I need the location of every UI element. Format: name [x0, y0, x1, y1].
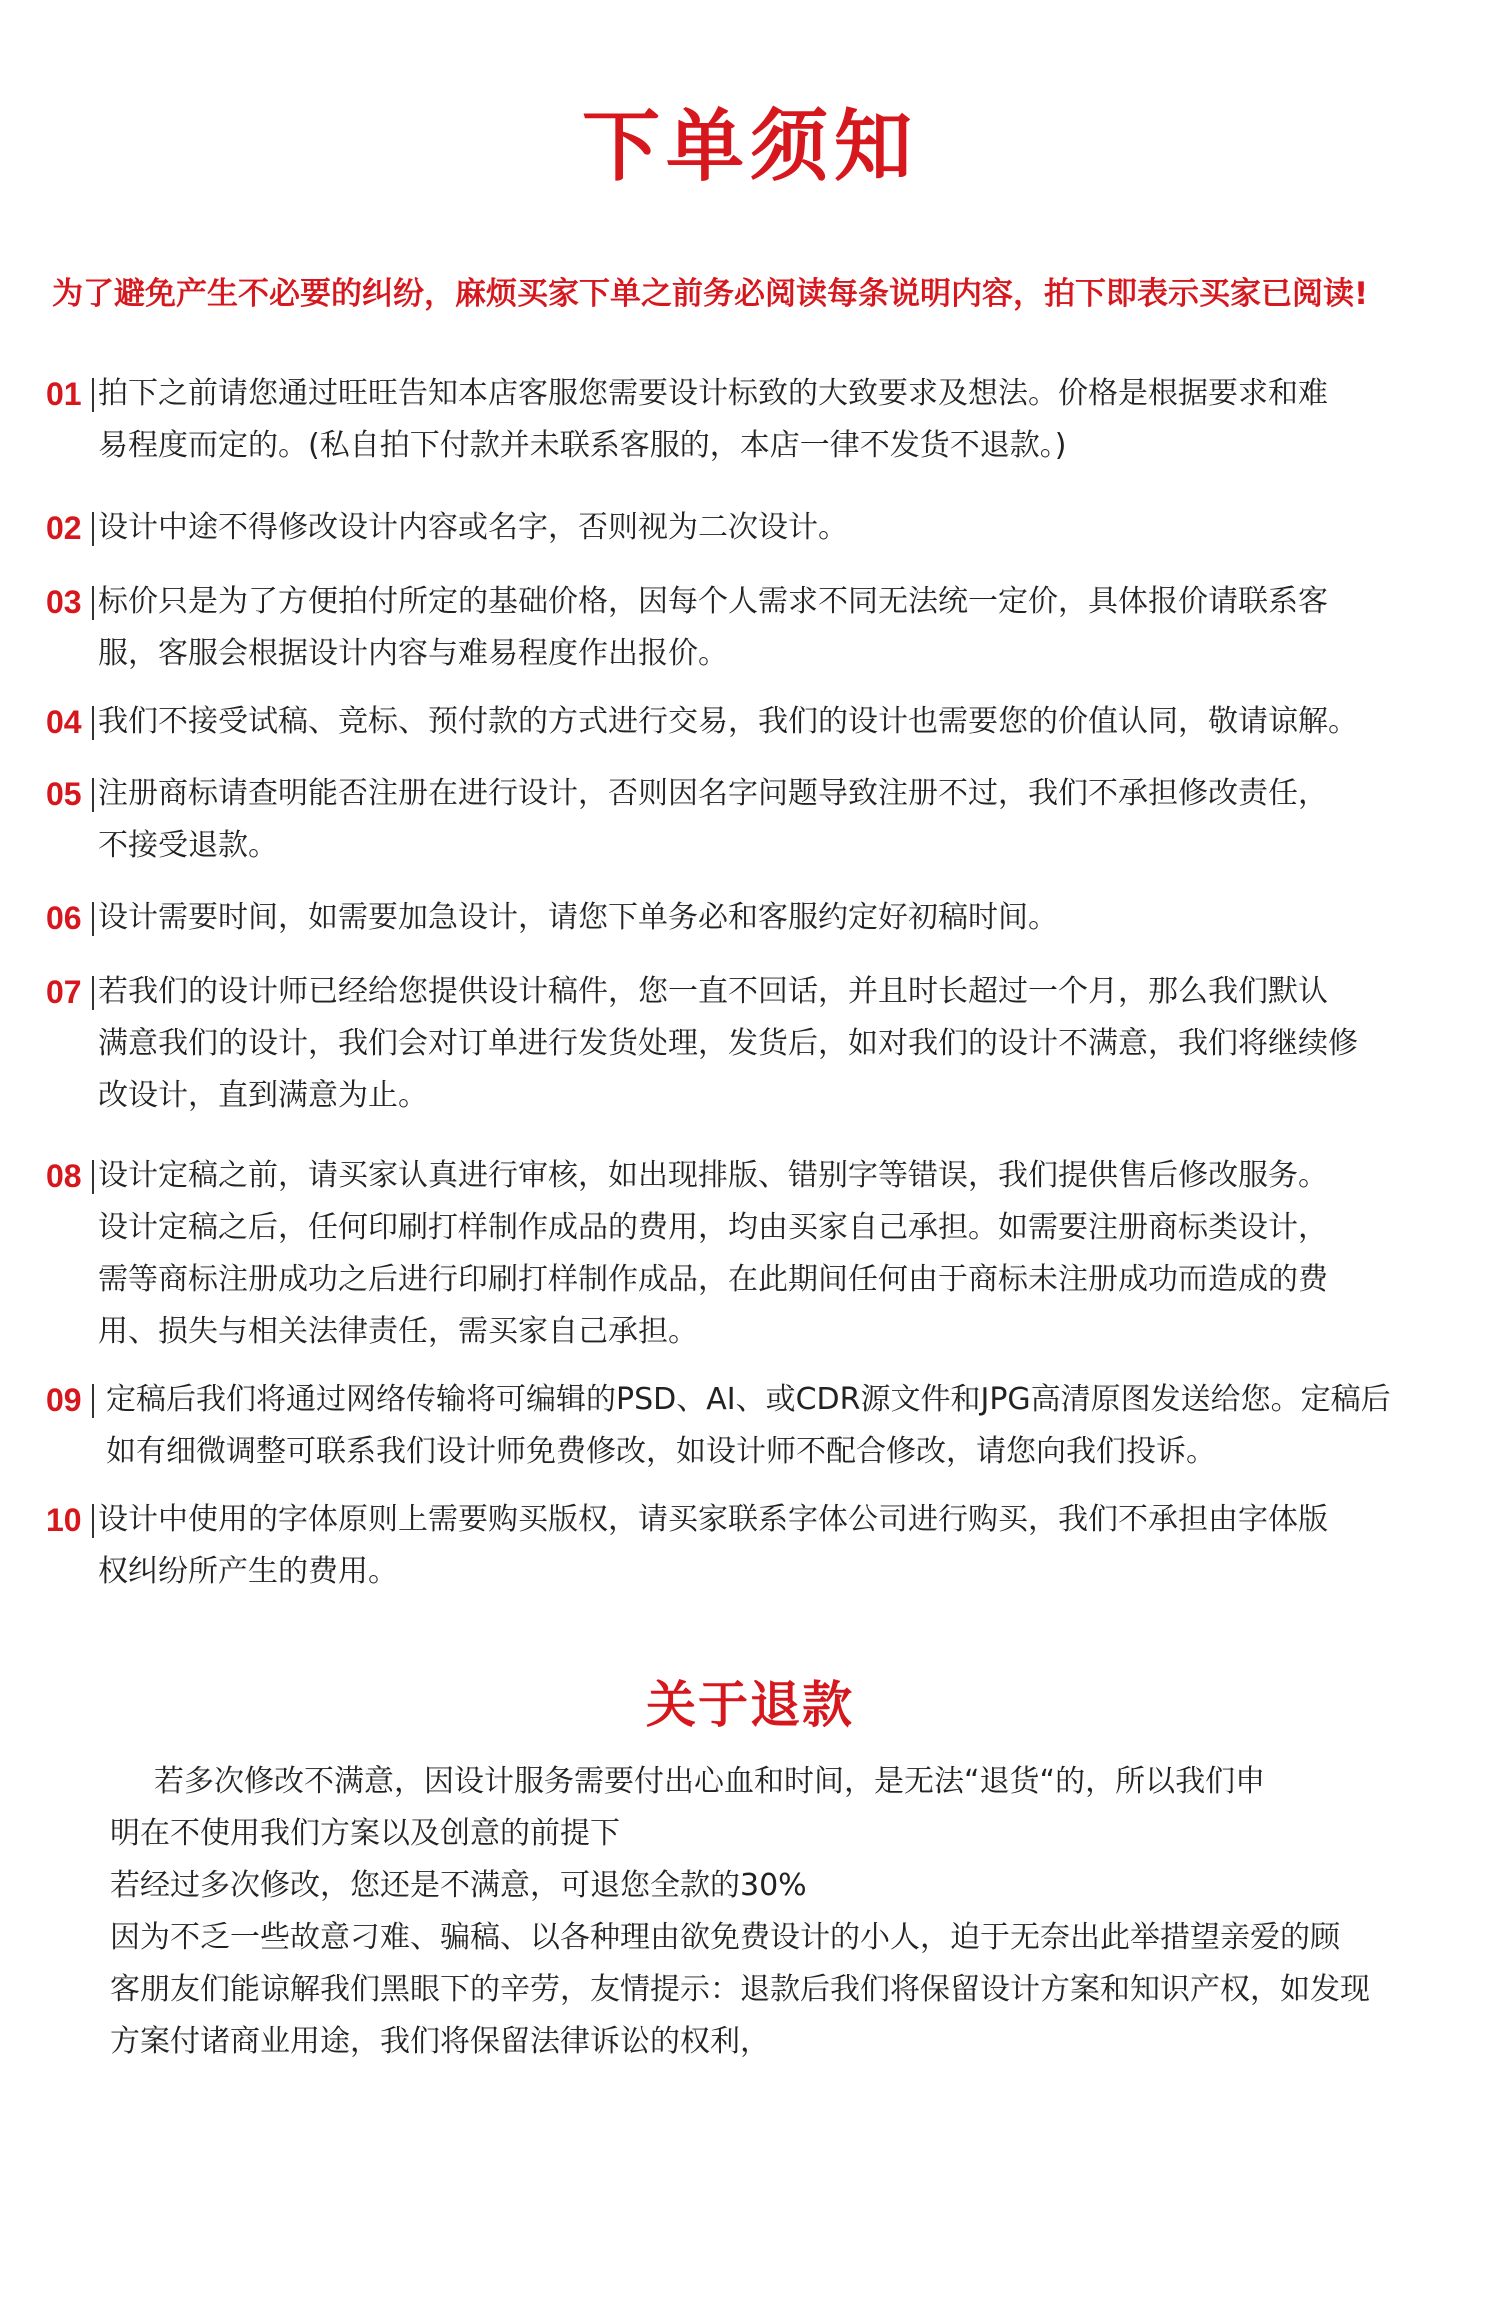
refund-line: 明在不使用我们方案以及创意的前提下 [110, 1816, 620, 1851]
rule-line: 服，客服会根据设计内容与难易程度作出报价。 [98, 636, 728, 671]
rule-number: 07 [46, 974, 82, 1010]
rule-text [98, 502, 1488, 554]
rule-line: 设计定稿之前，请买家认真进行审核，如出现排版、错别字等错误，我们提供售后修改服务。 [98, 1158, 1328, 1193]
rule-text [98, 892, 1488, 944]
rule-divider [92, 706, 94, 740]
rule-divider [92, 378, 94, 412]
rule-line: 如有细微调整可联系我们设计师免费修改，如设计师不配合修改，请您向我们投诉。 [106, 1434, 1216, 1469]
rule-text [106, 1374, 1496, 1478]
rule-text [98, 368, 1488, 472]
rule-line: 设计中途不得修改设计内容或名字，否则视为二次设计。 [98, 510, 848, 545]
rule-number: 09 [46, 1382, 82, 1418]
rule-line: 拍下之前请您通过旺旺告知本店客服您需要设计标致的大致要求及想法。价格是根据要求和难 [98, 376, 1328, 411]
rule-text [98, 696, 1488, 748]
rule-divider [92, 586, 94, 620]
rule-number: 03 [46, 584, 82, 620]
rule-line: 改设计，直到满意为止。 [98, 1078, 428, 1113]
warning-notice: 为了避免产生不必要的纠纷，麻烦买家下单之前务必阅读每条说明内容，拍下即表示买家已阅读! [52, 276, 1369, 312]
rule-line: 设计中使用的字体原则上需要购买版权，请买家联系字体公司进行购买，我们不承担由字体版 [98, 1502, 1328, 1537]
rule-line: 权纠纷所产生的费用。 [98, 1554, 398, 1589]
refund-line: 方案付诸商业用途，我们将保留法律诉讼的权利， [110, 2024, 770, 2059]
rule-number: 01 [46, 376, 82, 412]
rule-number: 08 [46, 1158, 82, 1194]
rule-line: 若我们的设计师已经给您提供设计稿件，您一直不回话，并且时长超过一个月，那么我们默认 [98, 974, 1328, 1009]
rule-line: 用、损失与相关法律责任，需买家自己承担。 [98, 1314, 698, 1349]
rule-number: 02 [46, 510, 82, 546]
rule-line: 设计需要时间，如需要加急设计，请您下单务必和客服约定好初稿时间。 [98, 900, 1058, 935]
rule-divider [92, 778, 94, 812]
rule-number: 05 [46, 776, 82, 812]
rule-line: 设计定稿之后，任何印刷打样制作成品的费用，均由买家自己承担。如需要注册商标类设计， [98, 1210, 1328, 1245]
rule-text [98, 768, 1488, 872]
rule-number: 04 [46, 704, 82, 740]
rule-divider [92, 1504, 94, 1538]
refund-line: 若经过多次修改，您还是不满意，可退您全款的30% [110, 1868, 807, 1903]
rule-line: 标价只是为了方便拍付所定的基础价格，因每个人需求不同无法统一定价，具体报价请联系客 [98, 584, 1328, 619]
rule-text [98, 966, 1488, 1122]
rule-line: 定稿后我们将通过网络传输将可编辑的PSD、AI、或CDR源文件和JPG高清原图发送给您。定稿后 [106, 1382, 1391, 1417]
refund-section-title: 关于退款 [646, 1676, 854, 1734]
rule-text [98, 1150, 1488, 1358]
rule-line: 我们不接受试稿、竞标、预付款的方式进行交易，我们的设计也需要您的价值认同，敬请谅解。 [98, 704, 1358, 739]
rule-line: 不接受退款。 [98, 828, 278, 863]
page-title: 下单须知 [581, 102, 918, 192]
rule-text [98, 576, 1488, 680]
rule-divider [92, 1160, 94, 1194]
rule-number: 06 [46, 900, 82, 936]
refund-line: 若多次修改不满意，因设计服务需要付出心血和时间，是无法“退货“的，所以我们申 [154, 1764, 1266, 1799]
rule-line: 易程度而定的。(私自拍下付款并未联系客服的，本店一律不发货不退款。) [98, 428, 1067, 463]
rule-divider [92, 512, 94, 546]
rule-line: 需等商标注册成功之后进行印刷打样制作成品，在此期间任何由于商标未注册成功而造成的费 [98, 1262, 1328, 1297]
rule-line: 满意我们的设计，我们会对订单进行发货处理，发货后，如对我们的设计不满意，我们将继续修 [98, 1026, 1358, 1061]
refund-section-body [110, 1756, 1450, 2068]
rule-number: 10 [46, 1502, 82, 1538]
rule-divider [92, 902, 94, 936]
rule-text [98, 1494, 1488, 1598]
refund-line: 客朋友们能谅解我们黑眼下的辛劳，友情提示：退款后我们将保留设计方案和知识产权，如发现 [110, 1972, 1370, 2007]
rule-divider [92, 976, 94, 1010]
refund-line: 因为不乏一些故意刁难、骗稿、以各种理由欲免费设计的小人，迫于无奈出此举措望亲爱的顾 [110, 1920, 1340, 1955]
rule-line: 注册商标请查明能否注册在进行设计，否则因名字问题导致注册不过，我们不承担修改责任， [98, 776, 1328, 811]
rule-divider [92, 1384, 94, 1418]
